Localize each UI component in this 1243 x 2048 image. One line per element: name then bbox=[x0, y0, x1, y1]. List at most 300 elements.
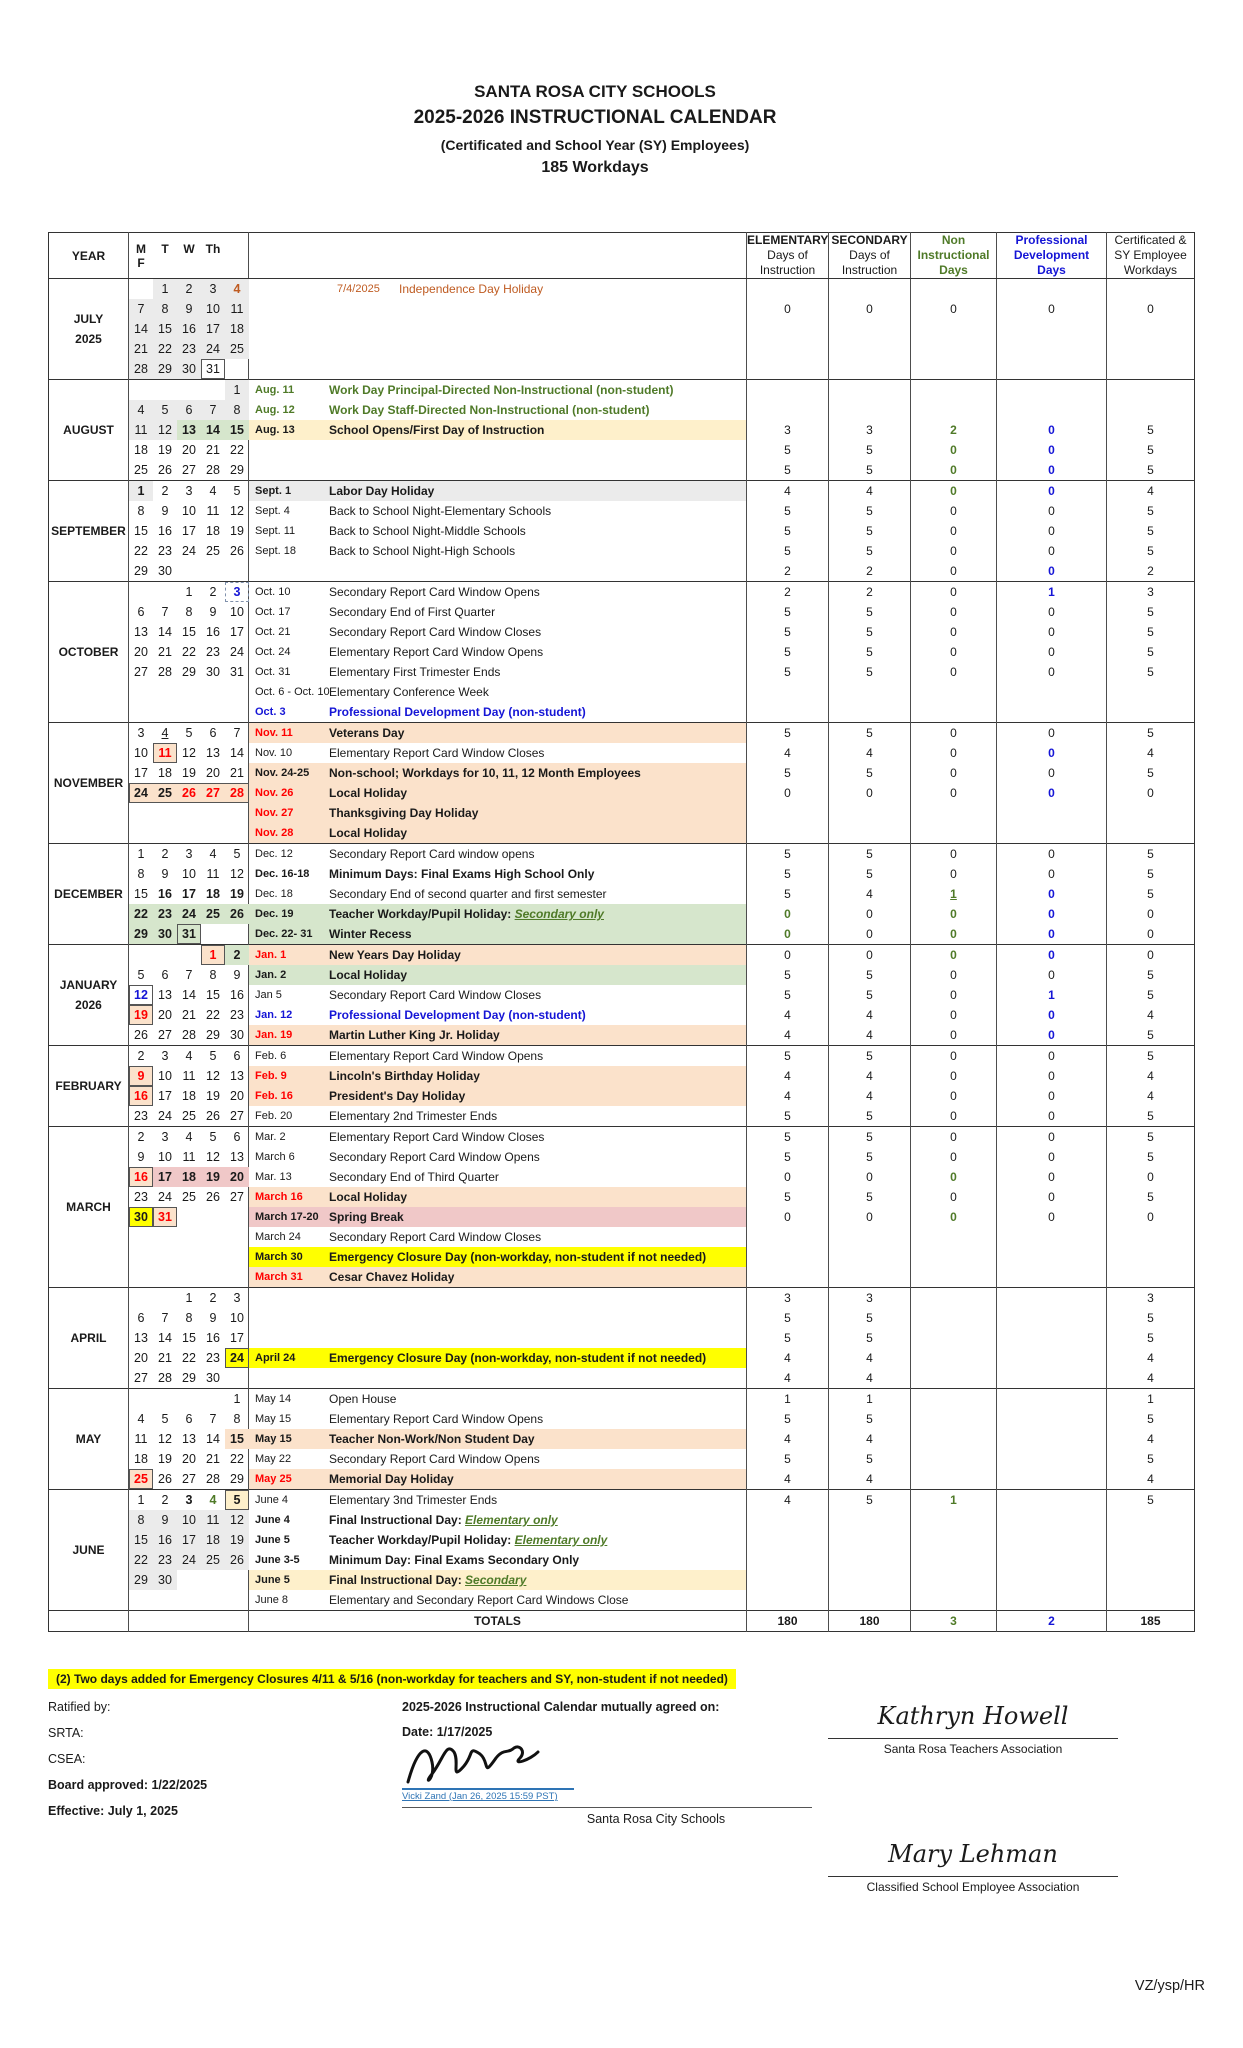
day-cell: 31 bbox=[153, 1207, 177, 1227]
calendar-row-may bbox=[49, 1409, 1195, 1429]
day-cell: 8 bbox=[185, 1311, 193, 1325]
calendar-row-february bbox=[49, 1066, 1195, 1086]
event-cell bbox=[249, 924, 747, 945]
num-cell: 0 bbox=[997, 844, 1107, 865]
calendar-row-december bbox=[49, 884, 1195, 904]
calendar-row-april bbox=[49, 1368, 1195, 1389]
num-cell bbox=[1107, 1267, 1195, 1288]
day-cell: 12 bbox=[158, 1432, 172, 1446]
num-cell: 0 bbox=[911, 1106, 997, 1127]
event-date: Jan. 19 bbox=[255, 1029, 293, 1041]
day-cell: 19 bbox=[129, 1005, 153, 1025]
totals-value: 180 bbox=[747, 1611, 829, 1632]
calendar-row-may bbox=[49, 1449, 1195, 1469]
day-cell: 6 bbox=[233, 1049, 241, 1063]
day-cell: 4 bbox=[129, 400, 153, 420]
month-name: JANUARY bbox=[59, 978, 118, 992]
calendar-row-march bbox=[49, 1167, 1195, 1187]
day-cell: 20 bbox=[158, 1008, 172, 1022]
num-cell bbox=[911, 1267, 997, 1288]
num-cell: 5 bbox=[747, 501, 829, 521]
num-cell: 5 bbox=[747, 602, 829, 622]
event-desc: School Opens/First Day of Instruction bbox=[329, 423, 545, 437]
num-cell bbox=[829, 1550, 911, 1570]
day-cell: 30 bbox=[158, 564, 172, 578]
calendar-row-october bbox=[49, 682, 1195, 702]
num-cell bbox=[997, 1490, 1107, 1511]
day-cell: 27 bbox=[182, 463, 196, 477]
day-cell: 24 bbox=[129, 783, 153, 803]
day-cell bbox=[153, 945, 177, 965]
day-cell: 25 bbox=[201, 1550, 225, 1570]
calendar-row-april bbox=[49, 1348, 1195, 1368]
num-cell: 0 bbox=[829, 904, 911, 924]
day-cell: 5 bbox=[137, 968, 145, 982]
num-cell bbox=[1107, 1530, 1195, 1550]
month-label bbox=[49, 1127, 129, 1288]
day-cell: 10 bbox=[182, 504, 196, 518]
calendar-row-january bbox=[49, 1025, 1195, 1046]
event-cell bbox=[249, 702, 747, 723]
day-cell: 16 bbox=[230, 988, 244, 1002]
num-cell: 0 bbox=[911, 299, 997, 319]
week-days bbox=[129, 1025, 249, 1046]
day-cell: 15 bbox=[134, 887, 148, 901]
event-cell bbox=[249, 1025, 747, 1046]
day-cell: 13 bbox=[134, 1331, 148, 1345]
num-cell: 0 bbox=[1147, 786, 1154, 800]
totals-empty-month bbox=[49, 1611, 129, 1632]
day-cell: 7 bbox=[161, 605, 169, 619]
num-cell bbox=[911, 803, 997, 823]
day-cell: 6 bbox=[185, 1412, 193, 1426]
day-cell: 5 bbox=[225, 1490, 249, 1510]
week-days bbox=[129, 1005, 249, 1025]
day-cell: 21 bbox=[129, 339, 153, 359]
num-cell: 1 bbox=[997, 985, 1107, 1005]
day-cell bbox=[177, 1267, 201, 1287]
num-cell: 4 bbox=[747, 1025, 829, 1046]
num-cell: 5 bbox=[747, 440, 829, 460]
day-cell bbox=[129, 945, 153, 965]
num-cell bbox=[829, 319, 911, 339]
day-cell: 26 bbox=[225, 1550, 249, 1570]
event-cell bbox=[249, 279, 747, 300]
week-days bbox=[129, 823, 249, 844]
day-cell: 6 bbox=[137, 1311, 145, 1325]
day-cell bbox=[177, 1590, 201, 1610]
ratification-line: Effective: July 1, 2025 bbox=[48, 1804, 178, 1818]
day-cell bbox=[177, 561, 201, 581]
day-cell: 26 bbox=[230, 544, 244, 558]
event-cell bbox=[249, 1469, 747, 1490]
event-cell bbox=[249, 682, 747, 702]
day-cell: 29 bbox=[129, 924, 153, 944]
calendar-row-february bbox=[49, 1106, 1195, 1127]
day-cell: 18 bbox=[206, 524, 220, 538]
day-cell bbox=[153, 702, 177, 722]
day-cell: 18 bbox=[177, 1167, 201, 1187]
num-cell: 1 bbox=[1107, 1389, 1195, 1410]
month-label bbox=[49, 481, 129, 582]
srta-signature-block bbox=[828, 1702, 1118, 1756]
num-cell bbox=[747, 1530, 829, 1550]
day-cell: 24 bbox=[177, 904, 201, 924]
num-cell: 0 bbox=[829, 299, 911, 319]
week-days bbox=[129, 440, 249, 460]
calendar-row-july bbox=[49, 319, 1195, 339]
num-cell: 5 bbox=[1147, 625, 1154, 639]
day-cell: 25 bbox=[129, 1469, 153, 1489]
num-cell: 0 bbox=[997, 904, 1107, 924]
day-cell: 19 bbox=[230, 887, 244, 901]
num-cell bbox=[747, 339, 829, 359]
day-cell: 11 bbox=[134, 1432, 148, 1446]
num-cell: 0 bbox=[911, 723, 997, 744]
day-cell: 17 bbox=[230, 625, 244, 639]
num-cell: 0 bbox=[997, 864, 1107, 884]
num-cell: 5 bbox=[829, 1328, 911, 1348]
totals-value: 3 bbox=[911, 1611, 997, 1632]
day-cell: 17 bbox=[230, 1331, 244, 1345]
event-desc: Elementary and Secondary Report Card Windows Close bbox=[329, 1593, 629, 1607]
event-desc: Elementary Report Card Window Opens bbox=[329, 1049, 544, 1063]
week-days bbox=[129, 864, 249, 884]
event-desc: Elementary Report Card Window Closes bbox=[329, 746, 545, 760]
day-cell: 28 bbox=[129, 359, 153, 379]
day-cell: 24 bbox=[177, 1550, 201, 1570]
day-cell bbox=[177, 1247, 201, 1267]
num-cell: 2 bbox=[747, 582, 829, 603]
num-cell: 5 bbox=[829, 1147, 911, 1167]
day-cell: 10 bbox=[134, 746, 148, 760]
day-cell: 27 bbox=[134, 665, 148, 679]
event-desc: Secondary Report Card Window Closes bbox=[329, 1230, 542, 1244]
day-cell: 8 bbox=[137, 867, 145, 881]
event-desc: Elementary 2nd Trimester Ends bbox=[329, 1109, 498, 1123]
event-date: Aug. 11 bbox=[255, 384, 295, 396]
event-desc: Labor Day Holiday bbox=[329, 484, 435, 498]
calendar-row-april bbox=[49, 1288, 1195, 1309]
day-cell: 15 bbox=[153, 319, 177, 339]
event-date: Feb. 16 bbox=[255, 1090, 293, 1102]
num-cell: 0 bbox=[997, 884, 1107, 904]
day-cell: 24 bbox=[158, 1190, 172, 1204]
num-cell: 5 bbox=[1147, 1331, 1154, 1345]
calendar-row-october bbox=[49, 622, 1195, 642]
day-cell: 17 bbox=[182, 887, 196, 901]
day-cell: 1 bbox=[185, 585, 193, 599]
num-cell: 5 bbox=[747, 1106, 829, 1127]
day-cell: 21 bbox=[230, 766, 244, 780]
month-name: MAY bbox=[75, 1432, 102, 1446]
day-cell: 23 bbox=[134, 1109, 148, 1123]
num-cell: 0 bbox=[911, 1127, 997, 1148]
day-cell bbox=[225, 682, 249, 702]
day-cell: 14 bbox=[182, 988, 196, 1002]
week-days bbox=[129, 1127, 249, 1148]
num-cell bbox=[997, 359, 1107, 380]
week-days bbox=[129, 1106, 249, 1127]
day-cell bbox=[177, 1570, 201, 1590]
event-date: March 30 bbox=[255, 1251, 303, 1263]
num-cell bbox=[829, 823, 911, 844]
num-cell bbox=[997, 1308, 1107, 1328]
day-cell: 11 bbox=[206, 867, 220, 881]
num-cell bbox=[997, 682, 1107, 702]
day-cell: 25 bbox=[153, 783, 177, 803]
num-cell: 5 bbox=[829, 460, 911, 481]
week-days bbox=[129, 763, 249, 783]
num-cell: 2 bbox=[829, 561, 911, 582]
event-cell bbox=[249, 380, 747, 401]
calendar-row-june bbox=[49, 1590, 1195, 1611]
day-cell bbox=[129, 1227, 153, 1247]
num-cell: 0 bbox=[911, 582, 997, 603]
day-cell: 19 bbox=[158, 1452, 172, 1466]
month-name: OCTOBER bbox=[58, 645, 119, 659]
day-cell: 24 bbox=[225, 1348, 249, 1368]
num-cell: 4 bbox=[747, 1429, 829, 1449]
day-cell: 2 bbox=[209, 585, 217, 599]
day-cell: 16 bbox=[177, 319, 201, 339]
num-cell: 0 bbox=[829, 1207, 911, 1227]
day-cell: 9 bbox=[209, 605, 217, 619]
day-cell bbox=[129, 380, 153, 400]
num-cell: 5 bbox=[829, 1490, 911, 1511]
num-cell bbox=[911, 823, 997, 844]
day-cell bbox=[225, 1368, 249, 1388]
day-cell: 18 bbox=[182, 1089, 196, 1103]
event-date: Feb. 9 bbox=[255, 1070, 287, 1082]
day-cell: 26 bbox=[206, 1109, 220, 1123]
day-cell: 23 bbox=[153, 904, 177, 924]
num-cell bbox=[1107, 339, 1195, 359]
event-date: Dec. 19 bbox=[255, 908, 294, 920]
calendar-row-march bbox=[49, 1147, 1195, 1167]
event-desc: Emergency Closure Day (non-workday, non-student if not needed) bbox=[329, 1250, 707, 1264]
num-cell: 5 bbox=[747, 1328, 829, 1348]
event-cell bbox=[249, 1288, 747, 1309]
num-cell: 5 bbox=[1147, 1190, 1154, 1204]
event-cell bbox=[249, 501, 747, 521]
num-cell: 0 bbox=[829, 924, 911, 945]
calendar-row-august bbox=[49, 440, 1195, 460]
day-cell: 7 bbox=[161, 1311, 169, 1325]
num-cell: 5 bbox=[747, 541, 829, 561]
day-cell: 17 bbox=[153, 1167, 177, 1187]
event-cell bbox=[249, 1066, 747, 1086]
day-cell: 22 bbox=[230, 443, 244, 457]
num-cell: 0 bbox=[1147, 1170, 1154, 1184]
num-cell bbox=[747, 400, 829, 420]
day-cell: 15 bbox=[225, 1429, 249, 1449]
day-cell: 11 bbox=[129, 420, 153, 440]
day-cell: 23 bbox=[153, 1550, 177, 1570]
calendar-row-march bbox=[49, 1127, 1195, 1148]
event-desc: Cesar Chavez Holiday bbox=[329, 1270, 455, 1284]
num-cell: 5 bbox=[1107, 723, 1195, 744]
day-cell bbox=[225, 803, 249, 823]
day-cell: 23 bbox=[206, 1351, 220, 1365]
event-cell bbox=[249, 884, 747, 904]
calendar-row-october bbox=[49, 602, 1195, 622]
event-desc: President's Day Holiday bbox=[329, 1089, 466, 1103]
day-cell: 16 bbox=[153, 1530, 177, 1550]
num-cell: 0 bbox=[747, 1207, 829, 1227]
day-cell: 22 bbox=[182, 645, 196, 659]
event-date: Nov. 27 bbox=[255, 807, 294, 819]
num-cell: 4 bbox=[829, 1025, 911, 1046]
day-cell: 20 bbox=[182, 443, 196, 457]
calendar-row-april bbox=[49, 1308, 1195, 1328]
event-date: Aug. 13 bbox=[255, 424, 295, 436]
week-days bbox=[129, 279, 249, 300]
day-cell: 23 bbox=[158, 544, 172, 558]
num-cell: 3 bbox=[829, 420, 911, 440]
num-cell: 5 bbox=[1147, 1311, 1154, 1325]
day-cell: 15 bbox=[225, 420, 249, 440]
calendar-row-november bbox=[49, 723, 1195, 744]
day-cell: 14 bbox=[201, 420, 225, 440]
day-cell: 28 bbox=[158, 1371, 172, 1385]
calendar-row-september bbox=[49, 481, 1195, 502]
num-cell bbox=[747, 682, 829, 702]
day-cell: 22 bbox=[153, 339, 177, 359]
day-cell: 13 bbox=[158, 988, 172, 1002]
day-cell: 11 bbox=[225, 299, 249, 319]
num-cell bbox=[911, 1550, 997, 1570]
num-cell: 5 bbox=[1147, 1412, 1154, 1426]
day-cell: 3 bbox=[185, 1493, 193, 1507]
num-cell bbox=[911, 359, 997, 380]
num-cell: 4 bbox=[1147, 1089, 1154, 1103]
day-cell: 24 bbox=[182, 544, 196, 558]
event-date: 7/4/2025 bbox=[337, 283, 380, 295]
num-cell: 4 bbox=[1147, 1351, 1154, 1365]
num-cell bbox=[747, 1267, 829, 1288]
workdays-subtitle: 185 Workdays bbox=[541, 159, 649, 176]
calendar-row-february bbox=[49, 1086, 1195, 1106]
day-cell bbox=[225, 1267, 249, 1287]
calendar-row-august bbox=[49, 420, 1195, 440]
num-cell: 5 bbox=[829, 844, 911, 865]
day-cell: 18 bbox=[201, 1530, 225, 1550]
event-cell bbox=[249, 723, 747, 744]
day-cell bbox=[225, 1227, 249, 1247]
day-cell: 10 bbox=[182, 867, 196, 881]
day-cell: 1 bbox=[129, 481, 153, 501]
week-days bbox=[129, 702, 249, 723]
num-cell: 5 bbox=[1147, 968, 1154, 982]
day-cell bbox=[177, 945, 201, 965]
day-cell: 30 bbox=[129, 1207, 153, 1227]
week-days bbox=[129, 662, 249, 682]
non-instructional-column-header: Non Instructional Days bbox=[911, 233, 997, 279]
num-cell: 5 bbox=[829, 642, 911, 662]
event-cell bbox=[249, 1106, 747, 1127]
day-cell bbox=[201, 561, 225, 581]
day-cell: 9 bbox=[161, 867, 169, 881]
day-cell bbox=[177, 1389, 201, 1409]
num-cell: 5 bbox=[747, 1187, 829, 1207]
num-cell: 0 bbox=[911, 622, 997, 642]
calendar-row-march bbox=[49, 1227, 1195, 1247]
event-cell bbox=[249, 359, 747, 380]
day-cell bbox=[177, 1207, 201, 1227]
event-cell bbox=[249, 823, 747, 844]
day-cell: 6 bbox=[233, 1130, 241, 1144]
num-cell: 0 bbox=[997, 1086, 1107, 1106]
day-cell: 11 bbox=[153, 743, 177, 763]
day-cell: 8 bbox=[209, 968, 217, 982]
num-cell bbox=[911, 1247, 997, 1267]
day-cell bbox=[225, 359, 249, 379]
weekday-th: Th bbox=[205, 241, 221, 256]
num-cell: 0 bbox=[911, 1066, 997, 1086]
day-cell: 28 bbox=[206, 463, 220, 477]
day-cell: 9 bbox=[137, 1150, 145, 1164]
day-cell: 28 bbox=[206, 1472, 220, 1486]
day-cell: 5 bbox=[153, 400, 177, 420]
num-cell: 4 bbox=[829, 1066, 911, 1086]
num-cell bbox=[997, 1530, 1107, 1550]
num-cell: 0 bbox=[829, 783, 911, 803]
day-cell bbox=[225, 702, 249, 722]
event-date: Oct. 17 bbox=[255, 606, 291, 618]
day-cell: 21 bbox=[182, 1008, 196, 1022]
day-cell: 10 bbox=[230, 1311, 244, 1325]
event-cell bbox=[249, 844, 747, 865]
num-cell bbox=[1107, 1510, 1195, 1530]
num-cell: 5 bbox=[829, 1449, 911, 1469]
num-cell bbox=[997, 1409, 1107, 1429]
num-cell bbox=[997, 1328, 1107, 1348]
day-cell: 2 bbox=[161, 484, 169, 498]
weekday-header bbox=[129, 233, 249, 279]
event-desc: Secondary End of Third Quarter bbox=[329, 1170, 499, 1184]
day-cell: 15 bbox=[182, 1331, 196, 1345]
csea-signature-name: Mary Lehman bbox=[888, 1840, 1058, 1868]
event-date: Oct. 3 bbox=[255, 706, 286, 718]
day-cell bbox=[177, 682, 201, 702]
day-cell: 14 bbox=[158, 1331, 172, 1345]
month-name: NOVEMBER bbox=[53, 776, 124, 790]
day-cell: 13 bbox=[230, 1069, 244, 1083]
calendar-row-september bbox=[49, 521, 1195, 541]
calendar-row-august bbox=[49, 400, 1195, 420]
day-cell: 12 bbox=[206, 1069, 220, 1083]
num-cell: 4 bbox=[747, 1005, 829, 1025]
day-cell: 9 bbox=[161, 504, 169, 518]
event-desc: Secondary Report Card Window Opens bbox=[329, 585, 540, 599]
day-cell: 28 bbox=[225, 783, 249, 803]
num-cell: 0 bbox=[911, 1086, 997, 1106]
event-cell bbox=[249, 1368, 747, 1389]
calendar-row-november bbox=[49, 823, 1195, 844]
week-days bbox=[129, 1227, 249, 1247]
calendar-row-june bbox=[49, 1570, 1195, 1590]
event-date: Nov. 10 bbox=[255, 747, 293, 759]
num-cell: 5 bbox=[747, 1046, 829, 1067]
num-cell: 0 bbox=[829, 945, 911, 966]
day-cell: 3 bbox=[137, 726, 145, 740]
srta-org-label: Santa Rosa Teachers Association bbox=[883, 1742, 1063, 1756]
num-cell: 4 bbox=[747, 1348, 829, 1368]
num-cell: 5 bbox=[829, 985, 911, 1005]
day-cell bbox=[129, 1247, 153, 1267]
num-cell: 0 bbox=[911, 1147, 997, 1167]
